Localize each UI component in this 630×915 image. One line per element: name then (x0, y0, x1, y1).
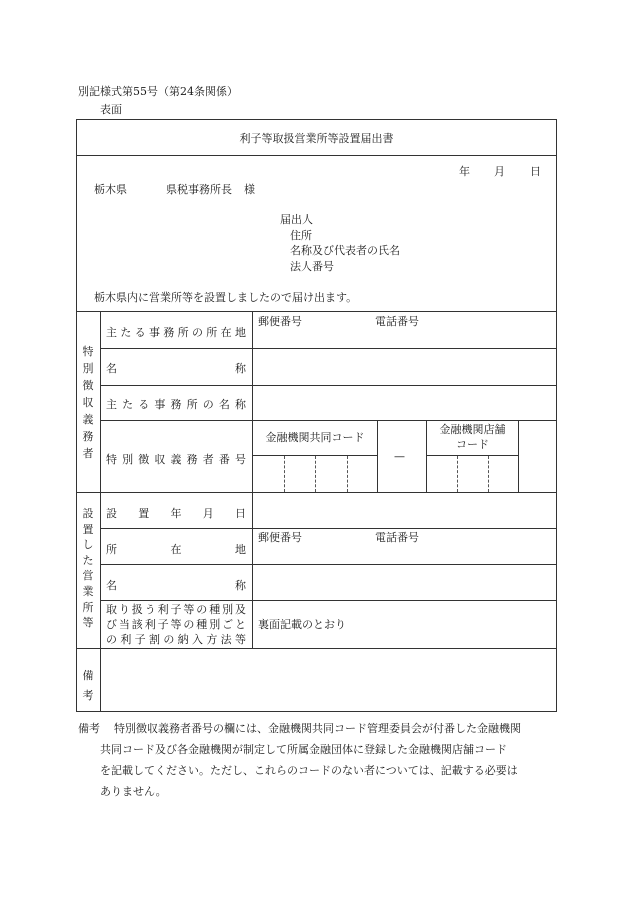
divider (100, 311, 101, 648)
divider (426, 455, 519, 456)
section1-heading (80, 343, 96, 461)
statement: 栃木県内に営業所等を設置しましたので届け出ます。 (94, 291, 358, 304)
heading-char: 別 (82, 362, 94, 375)
side-label: 表面 (100, 103, 122, 116)
establishment-date-label: 設 置 年 月 日 (106, 507, 246, 520)
see-reverse-text: 裏面記載のとおり (258, 618, 346, 631)
heading-char: 収 (82, 396, 94, 409)
note-line: を記載してください。ただし、これらのコードのない者については、記載する必要は (100, 764, 518, 777)
heading-char: 徴 (82, 379, 94, 392)
digit-separator (488, 456, 489, 492)
code-dash: — (394, 450, 405, 463)
bank-code-label: 金融機関共同コード (265, 431, 365, 444)
form-number: 別記様式第55号（第24条関係） (78, 85, 238, 98)
branch-code-label: 金融機関店舗 (439, 423, 506, 436)
divider (76, 155, 557, 156)
postal-code-label: 郵便番号 (258, 531, 302, 544)
heading-char: 務 (82, 430, 94, 443)
phone-label: 電話番号 (375, 315, 419, 328)
name-label: 名 称 (106, 362, 246, 375)
branch-code-label-line2: コード (456, 438, 489, 451)
digit-separator (457, 456, 458, 492)
main-office-location-label: 主 た る 事 務 所 の 所 在 地 (106, 326, 246, 339)
postal-code-label: 郵便番号 (258, 315, 302, 328)
applicant-name-label: 名称及び代表者の氏名 (290, 244, 400, 257)
phone-label: 電話番号 (375, 531, 419, 544)
divider (100, 385, 557, 386)
note-line: 特別徴収義務者番号の欄には、金融機関共同コード管理委員会が付番した金融機関 (114, 722, 521, 735)
digit-separator (284, 456, 285, 492)
applicant-corp-number-label: 法人番号 (290, 260, 334, 273)
divider (76, 311, 557, 312)
addressee-office: 県税事務所長 (166, 183, 232, 196)
divider (100, 348, 557, 349)
interest-type-label-line3: の利子割の納入方法等 (106, 633, 246, 646)
heading-char: 義 (82, 413, 94, 426)
interest-type-label-line1: 取り扱う利子等の種別及 (106, 603, 246, 616)
divider (76, 648, 557, 649)
addressee-honorific: 様 (244, 183, 255, 196)
office-name-label: 名 称 (106, 579, 246, 592)
divider (100, 600, 557, 601)
applicant-label: 届出人 (280, 213, 313, 226)
date-day: 日 (530, 165, 541, 178)
addressee-pref: 栃木県 (94, 183, 127, 196)
heading-char: 備 (82, 669, 94, 682)
heading-char: 特 (82, 345, 94, 358)
applicant-address-label: 住所 (290, 229, 312, 242)
heading-char: 考 (82, 689, 94, 702)
location-label: 所 在 地 (106, 543, 246, 556)
divider (76, 492, 557, 493)
form-title: 利子等取扱営業所等設置届出書 (239, 132, 394, 145)
heading-char: 者 (82, 447, 94, 460)
section2-heading: 設置した営業所等 (82, 507, 94, 630)
divider (100, 528, 557, 529)
collector-number-label: 特 別 徴 収 義 務 者 番 号 (106, 453, 246, 466)
remarks-heading (80, 663, 96, 703)
digit-separator (347, 456, 348, 492)
divider (100, 648, 101, 712)
note-line: 共同コード及び各金融機関が制定して所属金融団体に登録した金融機関店舗コード (100, 743, 507, 756)
interest-type-label-line2: び当該利子等の種別ごと (106, 618, 246, 631)
divider (100, 564, 557, 565)
main-office-name-label: 主 た る 事 務 所 の 名 称 (106, 398, 246, 411)
date-year: 年 (459, 165, 470, 178)
date-month: 月 (494, 165, 505, 178)
note-label: 備考 (78, 722, 100, 735)
digit-separator (315, 456, 316, 492)
note-line: ありません。 (100, 785, 167, 798)
